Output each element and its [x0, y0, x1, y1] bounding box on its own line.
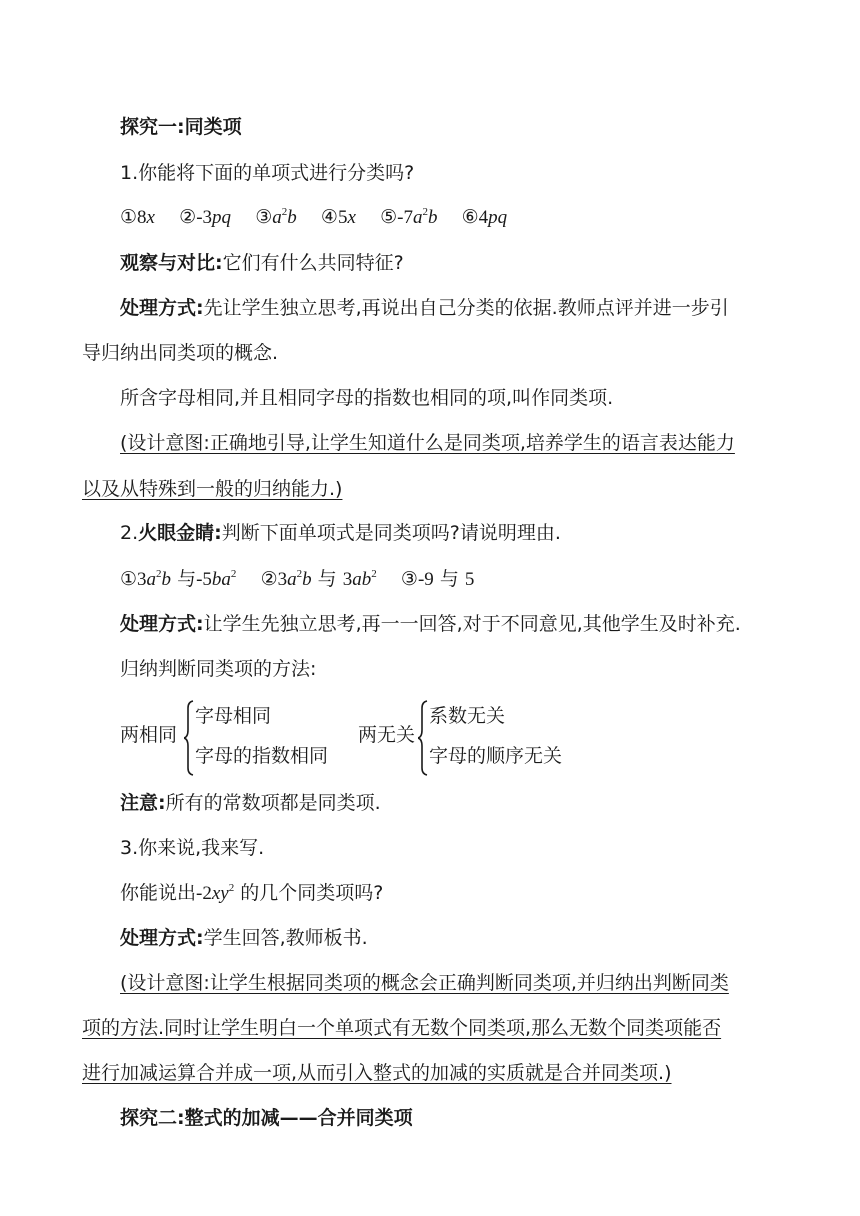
design-intent-2-line-1: (设计意图:让学生根据同类项的概念会正确判断同类项,并归纳出判断同类: [120, 972, 729, 994]
method-1-line-1: 处理方式:先让学生独立思考,再说出自己分类的依据.教师点评并进一步引: [120, 297, 729, 319]
term-5: $⑤-7a^2b$: [380, 206, 438, 228]
term-4: ④5x: [320, 206, 356, 228]
design-intent-1-line-1: (设计意图:正确地引导,让学生知道什么是同类项,培养学生的语言表达能力: [120, 432, 735, 454]
q3-expression: $-2xy^2$: [196, 882, 235, 904]
rule-right-item-1: 系数无关: [429, 705, 506, 727]
summary-line: 归纳判断同类项的方法:: [120, 658, 317, 680]
term-1: ①8x: [120, 206, 155, 228]
design-intent-1-line-2: 以及从特殊到一般的归纳能力.): [82, 478, 343, 500]
rule-left-item-1: 字母相同: [195, 705, 272, 727]
note: 注意:所有的常数项都是同类项.: [120, 792, 381, 814]
rule-two-same: [120, 700, 350, 776]
rule-left-item-2: 字母的指数相同: [195, 745, 329, 767]
rule-left-label: 两相同: [120, 724, 178, 746]
design-intent-2-line-2: 项的方法.同时让学生明白一个单项式有无数个同类项,那么无数个同类项能否: [82, 1017, 722, 1039]
pair-1: $①3a^2b$ 与$-5ba^2$: [120, 568, 237, 590]
method-2: 处理方式:让学生先独立思考,再一一回答,对于不同意见,其他学生及时补充.: [120, 613, 741, 635]
section-title-1: 探究一:同类项: [120, 116, 242, 138]
observe-line: [120, 250, 404, 276]
method-1-line-2: 导归纳出同类项的概念.: [82, 342, 279, 364]
pair-2: $②3a^2b$ 与 $3ab^2$: [260, 568, 377, 590]
pair-3: ③-9 与 5: [400, 568, 475, 590]
rule-two-unrelated: [358, 700, 588, 776]
rule-right-label: 两无关: [358, 724, 416, 746]
left-brace-icon: [184, 700, 194, 776]
monomial-list: [120, 204, 507, 231]
term-6: ⑥4pq: [461, 206, 508, 228]
method-3: 处理方式:学生回答,教师板书.: [120, 927, 368, 949]
design-intent-2-line-3: 进行加减运算合并成一项,从而引入整式的加减的实质就是合并同类项.): [82, 1062, 672, 1084]
definition: 所含字母相同,并且相同字母的指数也相同的项,叫作同类项.: [120, 387, 614, 409]
rule-right-item-2: 字母的顺序无关: [429, 745, 563, 767]
question-3: 3.你来说,我来写.: [120, 837, 265, 859]
term-3: $③a^2b$: [255, 206, 297, 228]
observe-text: 它们有什么共同特征?: [222, 252, 404, 274]
right-brace-icon: [418, 700, 428, 776]
question-2: 2.火眼金睛:判断下面单项式是同类项吗?请说明理由.: [120, 522, 561, 544]
question-1: 1.你能将下面的单项式进行分类吗?: [120, 162, 415, 184]
monomial-pairs: [120, 566, 474, 593]
section-title-2: 探究二:整式的加减——合并同类项: [120, 1107, 413, 1129]
term-2: ②-3pq: [179, 206, 232, 228]
observe-label: 观察与对比:: [120, 252, 223, 274]
question-3-ask: 你能说出$-2xy^2$ 的几个同类项吗?: [120, 882, 384, 904]
